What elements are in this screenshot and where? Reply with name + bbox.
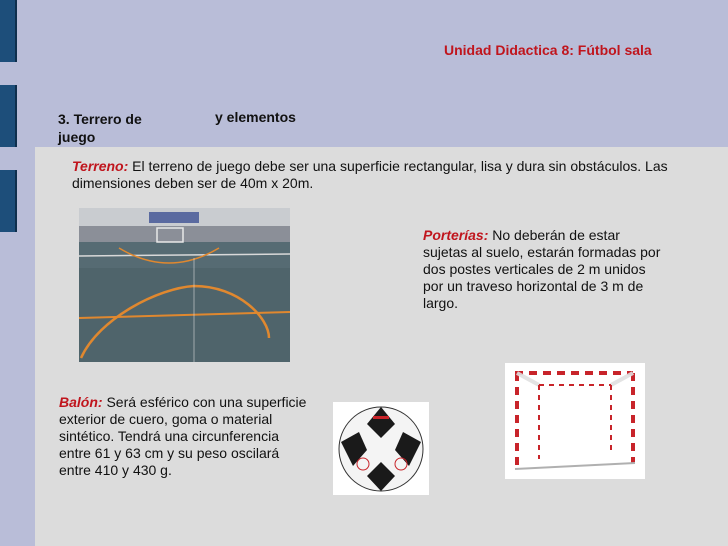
court-stands bbox=[79, 226, 290, 242]
terreno-text: El terreno de juego debe ser una superficie rectangular, lisa y dura sin obstáculos. Las dimensiones deben ser de 40m x 20m. bbox=[72, 158, 668, 191]
section-title-part-1: 3. Terrero de bbox=[58, 111, 142, 127]
porterias-text: No deberán de estar sujetas al suelo, estarán formadas por dos postes verticales de 2 m unidos por un traveso horizontal de 3 m de largo. bbox=[423, 227, 661, 311]
balon-paragraph bbox=[59, 394, 311, 479]
section-title-part-2: y elementos bbox=[215, 109, 296, 125]
balon-label: Balón: bbox=[59, 394, 103, 410]
side-bar-segment-3 bbox=[0, 170, 17, 232]
terreno-paragraph bbox=[72, 158, 672, 192]
porterias-label: Porterías: bbox=[423, 227, 489, 243]
ball-photo bbox=[333, 402, 429, 495]
balon-text: Será esférico con una superficie exterior de cuero, goma o material sintético. Tendrá una circunferencia entre 61 y 63 cm y su peso oscilará entre 410 y 430 g. bbox=[59, 394, 307, 478]
porterias-paragraph bbox=[423, 227, 663, 312]
futsal-court-photo bbox=[79, 208, 290, 362]
goal-photo bbox=[505, 363, 645, 479]
slide-title: Unidad Didactica 8: Fútbol sala bbox=[444, 42, 652, 58]
terreno-label: Terreno: bbox=[72, 158, 129, 174]
side-bar-segment-1 bbox=[0, 0, 17, 62]
section-title-part-3: juego bbox=[58, 129, 96, 145]
side-bar-segment-2 bbox=[0, 85, 17, 147]
